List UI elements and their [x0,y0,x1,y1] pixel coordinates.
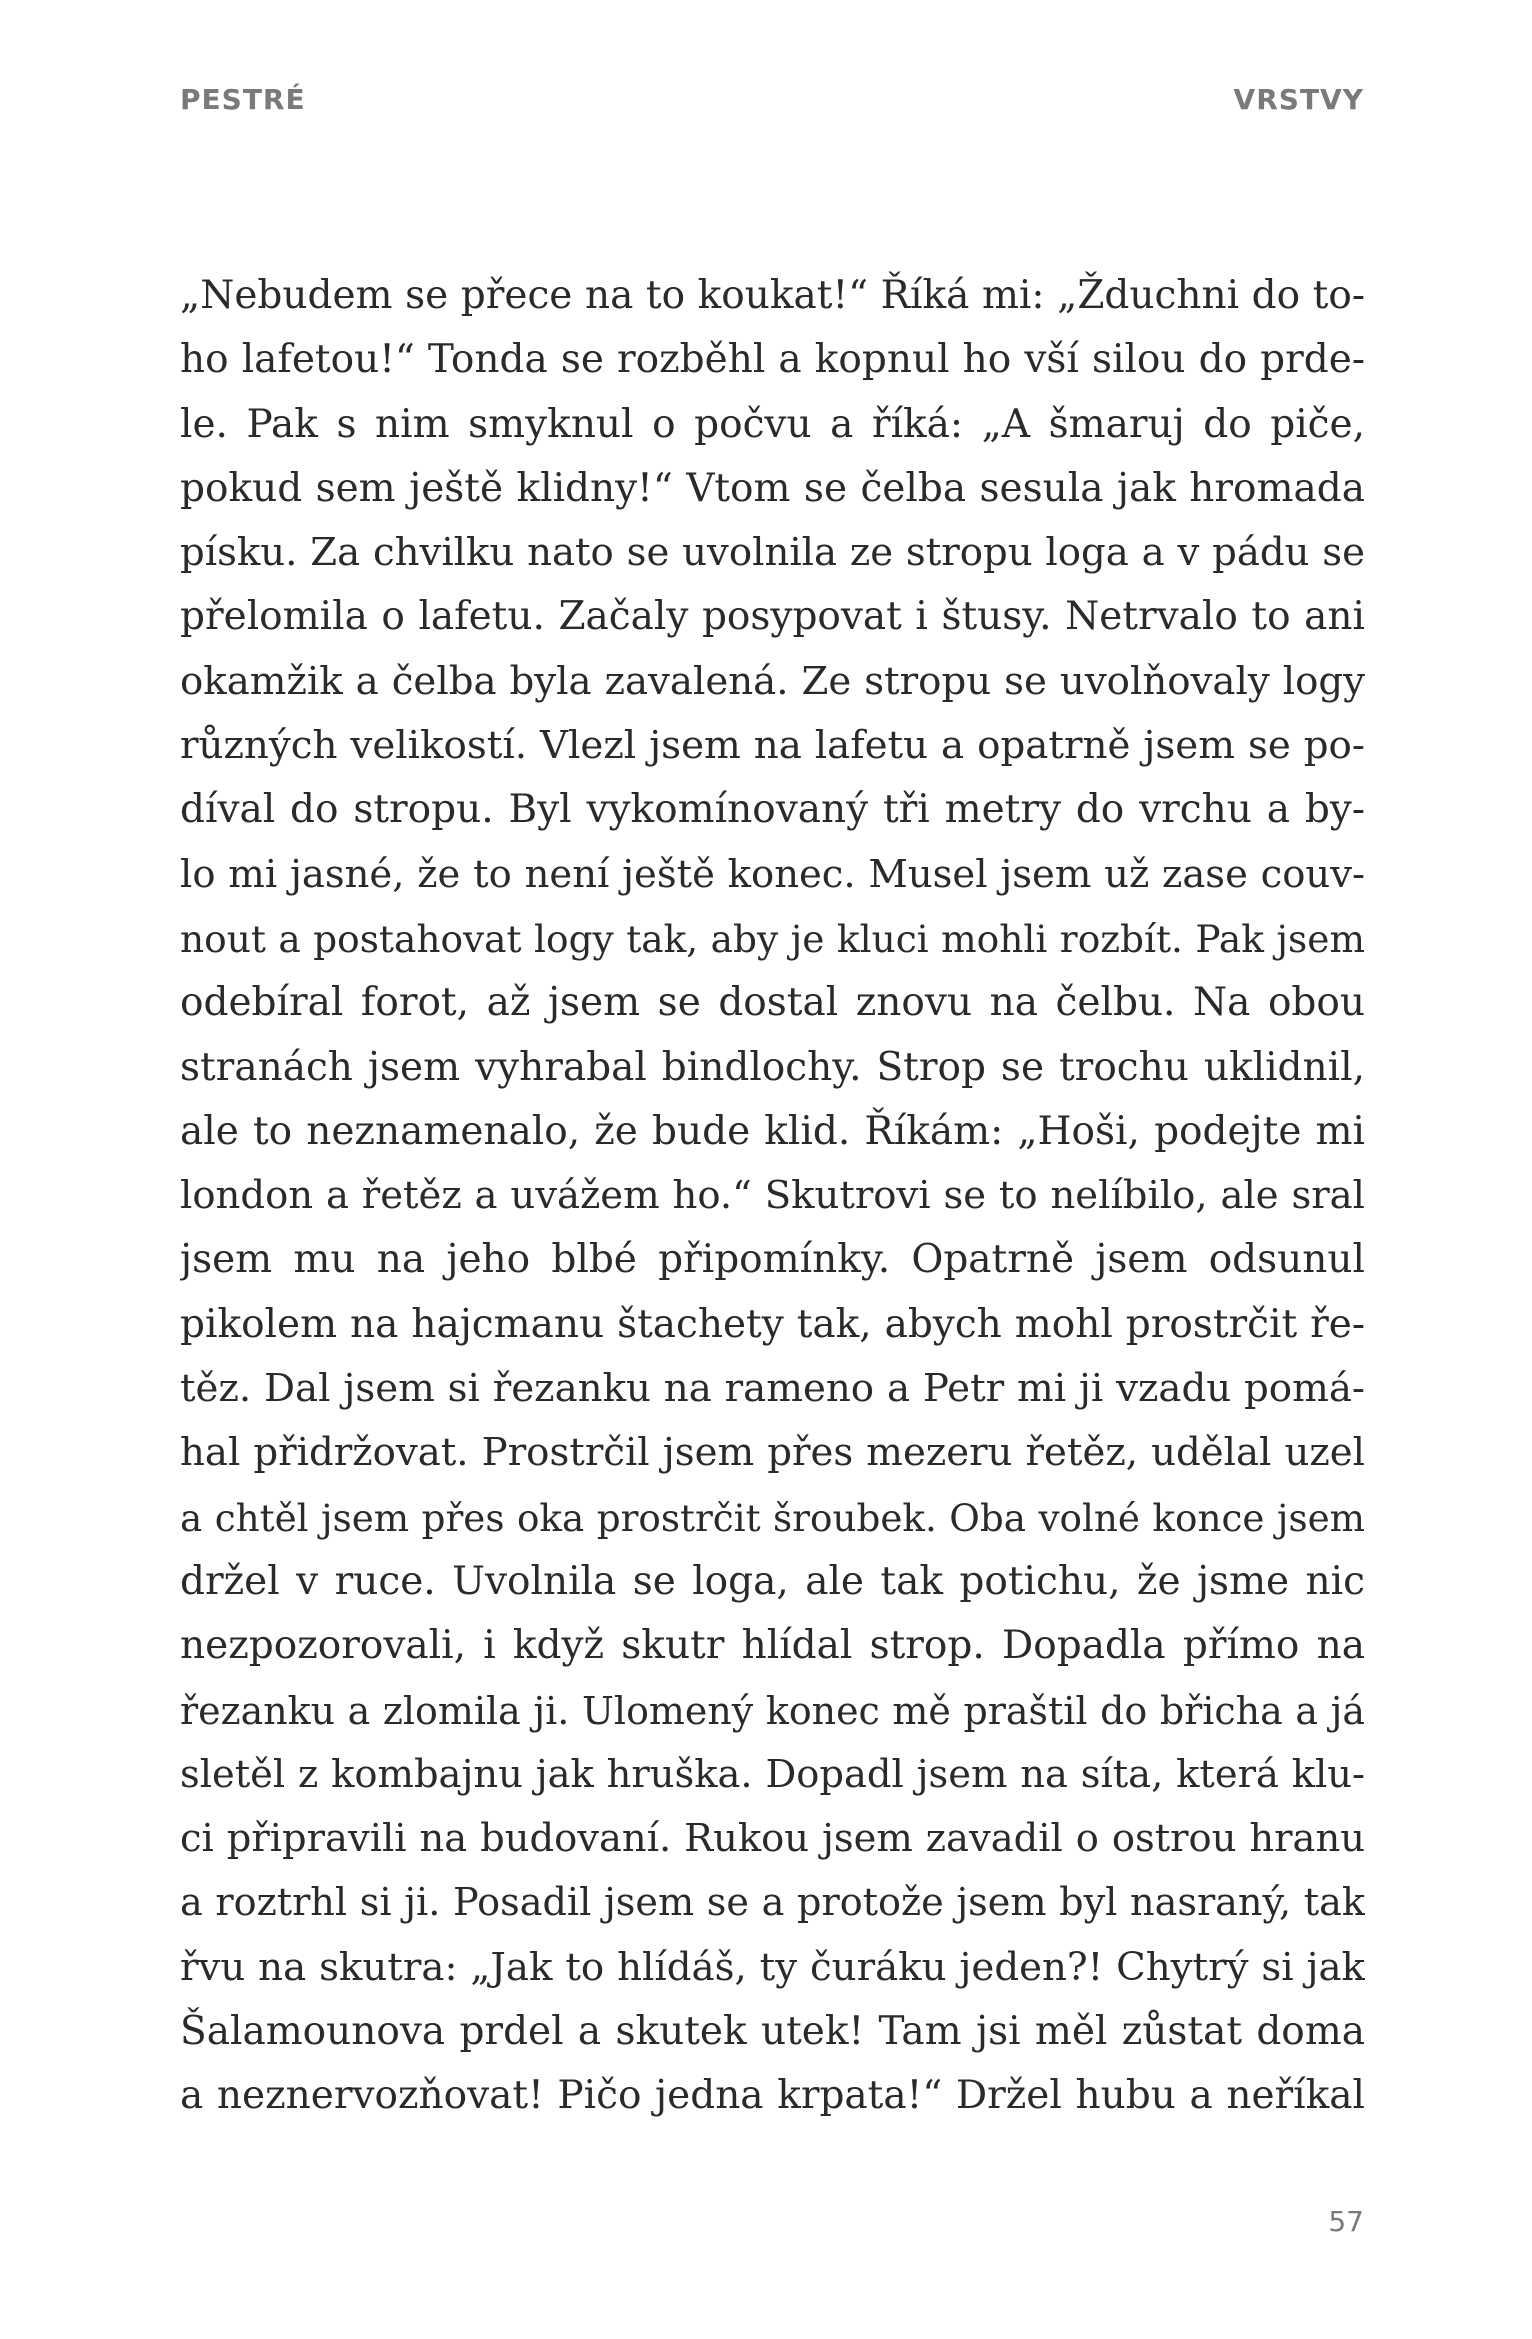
running-head-right: VRSTVY [1233,83,1364,116]
text-line: a neznervozňovat! Pičo jedna krpata!“ Držel hubu a neříkal [180,2073,1365,2119]
text-line: řezanku a zlomila ji. Ulomený konec mě praštil do břicha a já [180,1688,1365,1733]
text-line: písku. Za chvilku nato se uvolnila ze stropu loga a v pádu se [180,530,1365,576]
text-line: nezpozorovali, i když skutr hlídal strop. Dopadla přímo na [180,1623,1365,1669]
text-line: přelomila o lafetu. Začaly posypovat i štusy. Netrvalo to ani [180,594,1365,640]
running-head-left: PESTRÉ [180,83,306,116]
text-line: sletěl z kombajnu jak hruška. Dopadl jsem na síta, která klu- [180,1751,1365,1797]
text-line: Šalamounova prdel a skutek utek! Tam jsi měl zůstat doma [180,2009,1365,2055]
text-line: lo mi jasné, že to není ještě konec. Musel jsem už zase couv- [180,851,1365,897]
text-line: le. Pak s nim smyknul o počvu a říká: „A šmaruj do piče, [180,401,1365,447]
text-line: hal přidržovat. Prostrčil jsem přes mezeru řetěz, udělal uzel [180,1430,1365,1476]
text-line: odebíral forot, až jsem se dostal znovu na čelbu. Na obou [180,980,1365,1026]
text-line: nout a postahovat logy tak, aby je kluci mohli rozbít. Pak jsem [180,916,1365,961]
text-line: „Nebudem se přece na to koukat!“ Říká mi: „Žduchni do to- [180,273,1365,318]
text-line: těz. Dal jsem si řezanku na rameno a Petr mi ji vzadu pomá- [180,1366,1365,1412]
body-text [180,264,1365,2129]
text-line: pokud sem ještě klidny!“ Vtom se čelba sesula jak hromada [180,465,1365,511]
text-line: a chtěl jsem přes oka prostrčit šroubek. Oba volné konce jsem [180,1495,1365,1540]
text-line: jsem mu na jeho blbé připomínky. Opatrně jsem odsunul [180,1237,1365,1283]
text-line: díval do stropu. Byl vykomínovaný tři metry do vrchu a by- [180,787,1365,833]
text-line: držel v ruce. Uvolnila se loga, ale tak potichu, že jsme nic [180,1558,1365,1604]
text-line: okamžik a čelba byla zavalená. Ze stropu se uvolňovaly logy [180,658,1365,704]
page-number: 57 [1328,2205,1364,2238]
text-line: stranách jsem vyhrabal bindlochy. Strop se trochu uklidnil, [180,1044,1365,1090]
text-line: ho lafetou!“ Tonda se rozběhl a kopnul ho vší silou do prde- [180,337,1365,383]
text-line: a roztrhl si ji. Posadil jsem se a protože jsem byl nasraný, tak [180,1881,1365,1926]
text-line: různých velikostí. Vlezl jsem na lafetu a opatrně jsem se po- [180,723,1365,769]
text-line: london a řetěz a uvážem ho.“ Skutrovi se to nelíbilo, ale sral [180,1173,1365,1219]
text-line: pikolem na hajcmanu štachety tak, abych mohl prostrčit ře- [180,1301,1365,1347]
text-line: ci připravili na budovaní. Rukou jsem zavadil o ostrou hranu [180,1816,1365,1862]
text-line: řvu na skutra: „Jak to hlídáš, ty čuráku jeden?! Chytrý si jak [180,1944,1365,1990]
text-line: ale to neznamenalo, že bude klid. Říkám: „Hoši, podejte mi [180,1108,1365,1154]
